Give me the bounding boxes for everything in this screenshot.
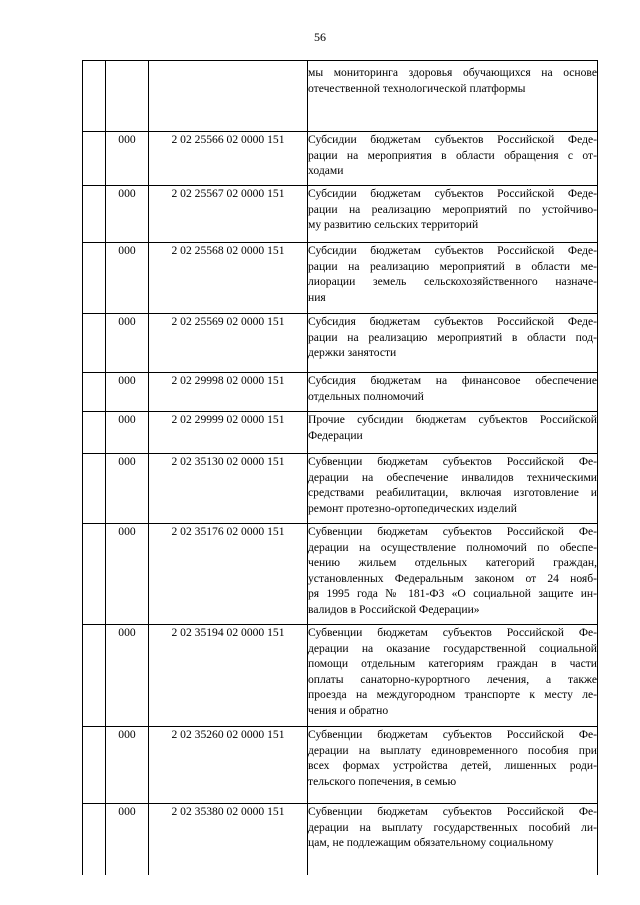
revenue-name-line: дерации на обеспечение инвалидов техническими	[308, 470, 597, 484]
budget-code-cell: 2 02 29999 02 0000 151	[149, 412, 308, 454]
revenue-name-line: Субсидия бюджетам субъектов Российской Феде-	[308, 315, 597, 328]
revenue-name-line: тельского попечения, в семью	[308, 774, 457, 788]
row-number-cell	[83, 804, 106, 875]
administrator-code-cell: 000	[106, 524, 149, 625]
administrator-code-cell: 000	[106, 186, 149, 243]
table-row	[83, 61, 598, 132]
row-number-cell	[83, 412, 106, 454]
revenue-name-line: всех формах устройства детей, лишенных роди-	[308, 759, 597, 773]
revenue-name-line: чения и обратно	[308, 703, 389, 717]
administrator-code-cell: 000	[106, 314, 149, 373]
table-row	[83, 454, 598, 524]
revenue-name-line: оплаты санаторно-курортного лечения, а также	[308, 672, 597, 686]
table-row	[83, 727, 598, 804]
administrator-code-cell: 000	[106, 412, 149, 454]
revenue-name-line: Субсидии бюджетам субъектов Российской Феде-	[308, 187, 597, 200]
revenue-name-cell	[308, 727, 598, 804]
revenue-name-line: лиорации земель сельскохозяйственного назначе-	[308, 275, 597, 289]
table-row	[83, 243, 598, 314]
revenue-name-line: Субсидия бюджетам на финансовое обеспечение	[308, 374, 597, 387]
administrator-code-cell	[106, 61, 149, 132]
row-number-cell	[83, 132, 106, 186]
table-row	[83, 804, 598, 875]
revenue-name-cell	[308, 412, 598, 454]
revenue-name-cell	[308, 625, 598, 727]
revenue-name-line: ния	[308, 290, 326, 304]
row-number-cell	[83, 186, 106, 243]
revenue-name-line: му развитию сельских территорий	[308, 218, 479, 232]
revenue-name-cell	[308, 524, 598, 625]
budget-code-cell: 2 02 35194 02 0000 151	[149, 625, 308, 727]
table-row	[83, 524, 598, 625]
revenue-name-cell	[308, 804, 598, 875]
budget-code-cell: 2 02 29998 02 0000 151	[149, 373, 308, 412]
budget-code-cell: 2 02 35260 02 0000 151	[149, 727, 308, 804]
revenue-name-line: рации на реализацию мероприятий по устойчиво-	[308, 202, 597, 216]
revenue-name-line: рации на мероприятия в области обращения с от-	[308, 148, 597, 162]
revenue-name-cell	[308, 61, 598, 132]
revenue-name-line: рации на реализацию мероприятий в области под-	[308, 330, 597, 344]
row-number-cell	[83, 727, 106, 804]
revenue-name-line: рации на реализацию мероприятий в области ме-	[308, 259, 597, 273]
administrator-code-cell: 000	[106, 625, 149, 727]
revenue-name-line: дерации на осуществление полномочий по обеспе-	[308, 540, 597, 554]
revenue-name-line: ремонт протезно-ортопедических изделий	[308, 501, 517, 515]
revenue-name-line: средствами реабилитации, включая изготовление и	[308, 486, 597, 500]
revenue-name-line: Субвенции бюджетам субъектов Российской Фе-	[308, 525, 597, 538]
revenue-name-line: проезда на междугородном транспорте к месту ле-	[308, 688, 597, 702]
budget-code-cell: 2 02 25569 02 0000 151	[149, 314, 308, 373]
revenue-name-line: ходами	[308, 164, 344, 178]
administrator-code-cell: 000	[106, 727, 149, 804]
budget-code-cell: 2 02 35130 02 0000 151	[149, 454, 308, 524]
revenue-name-cell	[308, 373, 598, 412]
revenue-name-line: ря 1995 года № 181-ФЗ «О социальной защите ин-	[308, 587, 597, 601]
revenue-name-line: установленных Федеральным законом от 24 нояб-	[308, 571, 597, 585]
administrator-code-cell: 000	[106, 243, 149, 314]
revenue-name-line: отдельных полномочий	[308, 389, 424, 403]
revenue-name-line: Федерации	[308, 428, 363, 442]
revenue-name-line: Субсидии бюджетам субъектов Российской Феде-	[308, 244, 597, 257]
budget-code-cell: 2 02 25566 02 0000 151	[149, 132, 308, 186]
table-row	[83, 625, 598, 727]
table-body	[83, 61, 598, 875]
budget-code-cell: 2 02 35380 02 0000 151	[149, 804, 308, 875]
administrator-code-cell: 000	[106, 804, 149, 875]
revenue-name-line: Субвенции бюджетам субъектов Российской Фе-	[308, 455, 597, 468]
budget-code-cell	[149, 61, 308, 132]
table-row	[83, 373, 598, 412]
budget-classification-table	[82, 60, 598, 875]
row-number-cell	[83, 625, 106, 727]
budget-code-cell: 2 02 25568 02 0000 151	[149, 243, 308, 314]
table-row	[83, 132, 598, 186]
row-number-cell	[83, 314, 106, 373]
revenue-name-cell	[308, 243, 598, 314]
table-row	[83, 412, 598, 454]
revenue-name-line: чению жильем отдельных категорий граждан,	[308, 556, 597, 570]
budget-code-cell: 2 02 25567 02 0000 151	[149, 186, 308, 243]
revenue-name-cell	[308, 454, 598, 524]
revenue-name-line: мы мониторинга здоровья обучающихся на основе	[308, 66, 597, 79]
budget-code-cell: 2 02 35176 02 0000 151	[149, 524, 308, 625]
revenue-name-line: держки занятости	[308, 346, 397, 360]
revenue-name-line: Субсидии бюджетам субъектов Российской Феде-	[308, 133, 597, 146]
revenue-name-cell	[308, 314, 598, 373]
revenue-name-line: Прочие субсидии бюджетам субъектов Российской	[308, 413, 597, 426]
revenue-name-cell	[308, 132, 598, 186]
row-number-cell	[83, 524, 106, 625]
row-number-cell	[83, 373, 106, 412]
revenue-name-line: Субвенции бюджетам субъектов Российской Фе-	[308, 728, 597, 741]
table-row	[83, 186, 598, 243]
revenue-name-line: дерации на выплату государственных пособий ли-	[308, 820, 597, 834]
row-number-cell	[83, 61, 106, 132]
row-number-cell	[83, 454, 106, 524]
revenue-name-line: Субвенции бюджетам субъектов Российской Фе-	[308, 805, 597, 818]
table-row	[83, 314, 598, 373]
revenue-name-line: Субвенции бюджетам субъектов Российской Фе-	[308, 626, 597, 639]
administrator-code-cell: 000	[106, 454, 149, 524]
row-number-cell	[83, 243, 106, 314]
revenue-name-line: отечественной технологической платформы	[308, 81, 526, 95]
revenue-name-line: дерации на оказание государственной социальной	[308, 641, 597, 655]
revenue-name-cell	[308, 186, 598, 243]
revenue-name-line: помощи отдельным категориям граждан в части	[308, 657, 597, 671]
revenue-name-line: дерации на выплату единовременного пособия при	[308, 743, 597, 757]
revenue-name-line: цам, не подлежащим обязательному социальному	[308, 836, 554, 850]
administrator-code-cell: 000	[106, 373, 149, 412]
page-number: 56	[314, 30, 326, 44]
revenue-name-line: валидов в Российской Федерации»	[308, 602, 480, 616]
administrator-code-cell: 000	[106, 132, 149, 186]
